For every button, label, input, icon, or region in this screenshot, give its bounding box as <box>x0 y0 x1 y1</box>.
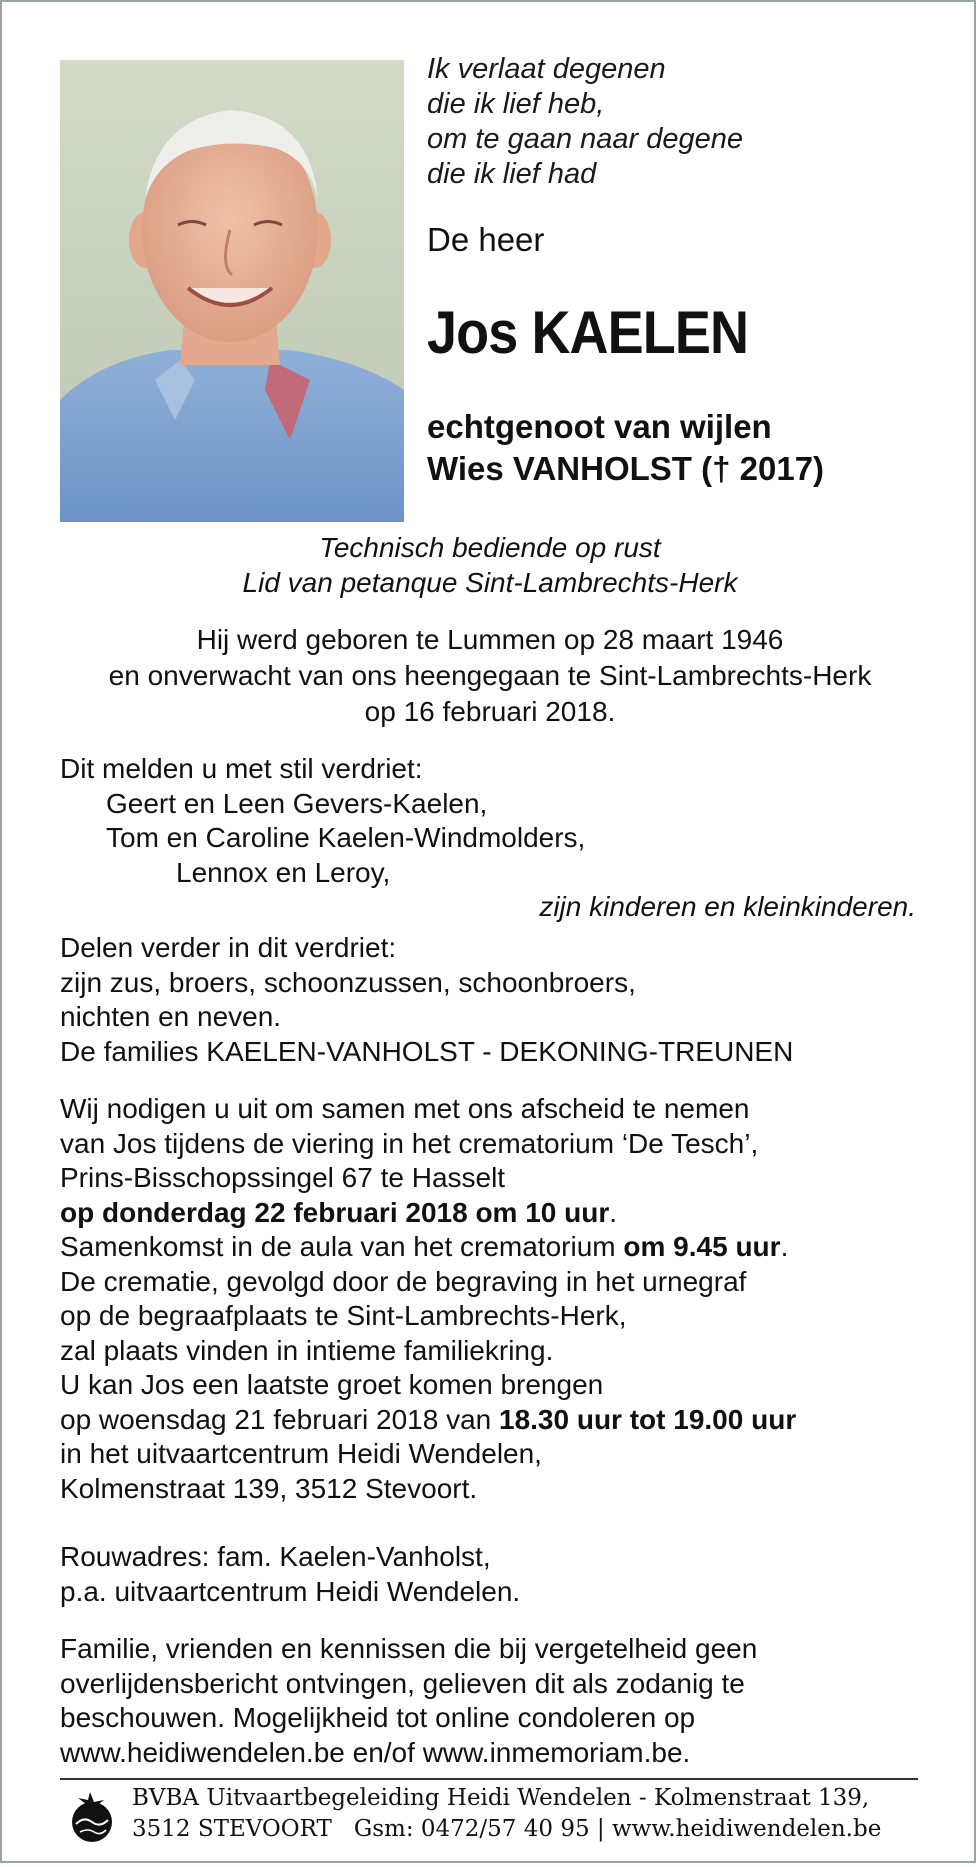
verse-line: die ik lief heb, <box>427 88 605 120</box>
birth-line: op 16 februari 2018. <box>364 696 616 727</box>
ceremony-date-bold: op donderdag 22 februari 2018 om 10 uur <box>60 1196 610 1228</box>
relatives-line: Delen verder in dit verdriet: <box>60 932 397 963</box>
family-child: Geert en Leen Gevers-Kaelen, <box>106 787 488 819</box>
footer-divider <box>60 1778 918 1780</box>
spouse-line: Wies VANHOLST († 2017) <box>427 450 825 487</box>
visit-time <box>60 1403 796 1438</box>
ceremony-line: Prins-Bisschopssingel 67 te Hasselt <box>60 1162 506 1193</box>
funeral-home-info <box>132 1783 881 1845</box>
verse-line: om te gaan naar degene <box>427 123 744 155</box>
gathering-text: Samenkomst in de aula van het crematorium <box>60 1231 624 1262</box>
notice-line: beschouwen. Mogelijkheid tot online condoleren op <box>60 1702 696 1733</box>
spouse-info <box>427 406 824 490</box>
verse-line: die ik lief had <box>427 158 597 190</box>
verse-line: Ik verlaat degenen <box>427 53 666 85</box>
ceremony-date <box>60 1196 796 1231</box>
notice-line: overlijdensbericht ontvingen, gelieven dit als zodanig te <box>60 1667 745 1699</box>
family-relation: zijn kinderen en kleinkinderen. <box>539 891 916 922</box>
address-line: p.a. uitvaartcentrum Heidi Wendelen. <box>60 1575 521 1607</box>
relatives <box>60 931 793 1069</box>
deceased-name: Jos KAELEN <box>427 299 749 366</box>
footer-line: BVBA Uitvaartbegeleiding Heidi Wendelen - Kolmenstraat 139, <box>132 1785 870 1811</box>
occupation <box>2 530 978 600</box>
portrait-photo <box>60 60 404 522</box>
family-announcement <box>60 752 916 925</box>
family-grandchildren: Lennox en Leroy, <box>176 856 391 888</box>
birth-line: en onverwacht van ons heengegaan te Sint-Lambrechts-Herk <box>108 660 872 691</box>
ceremony-gathering <box>60 1230 796 1265</box>
relatives-line: De families KAELEN-VANHOLST - DEKONING-TREUNEN <box>60 1035 794 1067</box>
mourning-address <box>60 1540 520 1609</box>
ceremony-info <box>60 1092 796 1506</box>
ceremony-line: U kan Jos een laatste groet komen brengen <box>60 1369 604 1400</box>
family-child: Tom en Caroline Kaelen-Windmolders, <box>106 822 586 853</box>
notice-line: www.heidiwendelen.be en/of www.inmemoriam.be. <box>60 1736 691 1768</box>
gathering-end: . <box>780 1231 789 1262</box>
ceremony-line: van Jos tijdens de viering in het crematorium ‘De Tesch’, <box>60 1127 759 1159</box>
portrait-illustration <box>60 60 404 522</box>
family-intro: Dit melden u met stil verdriet: <box>60 753 423 784</box>
ceremony-date-end: . <box>609 1196 618 1228</box>
birth-line: Hij werd geboren te Lummen op 28 maart 1946 <box>196 624 784 655</box>
occupation-line: Lid van petanque Sint-Lambrechts-Herk <box>242 567 738 598</box>
birth-death-info <box>2 622 978 730</box>
verse <box>427 52 743 192</box>
occupation-line: Technisch bediende op rust <box>319 532 661 563</box>
ceremony-line: De crematie, gevolgd door de begraving in het urnegraf <box>60 1265 747 1297</box>
relatives-line: nichten en neven. <box>60 1001 282 1032</box>
condolence-notice <box>60 1632 757 1770</box>
dove-globe-icon <box>68 1788 116 1844</box>
relatives-line: zijn zus, broers, schoonzussen, schoonbroers, <box>60 966 636 998</box>
address-line: Rouwadres: fam. Kaelen-Vanholst, <box>60 1541 491 1572</box>
ceremony-line: in het uitvaartcentrum Heidi Wendelen, <box>60 1438 542 1469</box>
spouse-line: echtgenoot van wijlen <box>427 408 772 445</box>
footer-line: 3512 STEVOORT Gsm: 0472/57 40 95 | www.heidiwendelen.be <box>132 1816 882 1842</box>
gathering-time: om 9.45 uur <box>623 1231 781 1262</box>
notice-line: Familie, vrienden en kennissen die bij vergetelheid geen <box>60 1633 758 1664</box>
ceremony-line: Wij nodigen u uit om samen met ons afscheid te nemen <box>60 1093 750 1124</box>
ceremony-line: Kolmenstraat 139, 3512 Stevoort. <box>60 1472 478 1504</box>
ceremony-line: zal plaats vinden in intieme familiekring. <box>60 1334 554 1366</box>
visit-text: op woensdag 21 februari 2018 van <box>60 1403 499 1435</box>
visit-hours: 18.30 uur tot 19.00 uur <box>499 1403 797 1435</box>
title-prefix: De heer <box>427 221 545 258</box>
ceremony-line: op de begraafplaats te Sint-Lambrechts-Herk, <box>60 1300 627 1331</box>
